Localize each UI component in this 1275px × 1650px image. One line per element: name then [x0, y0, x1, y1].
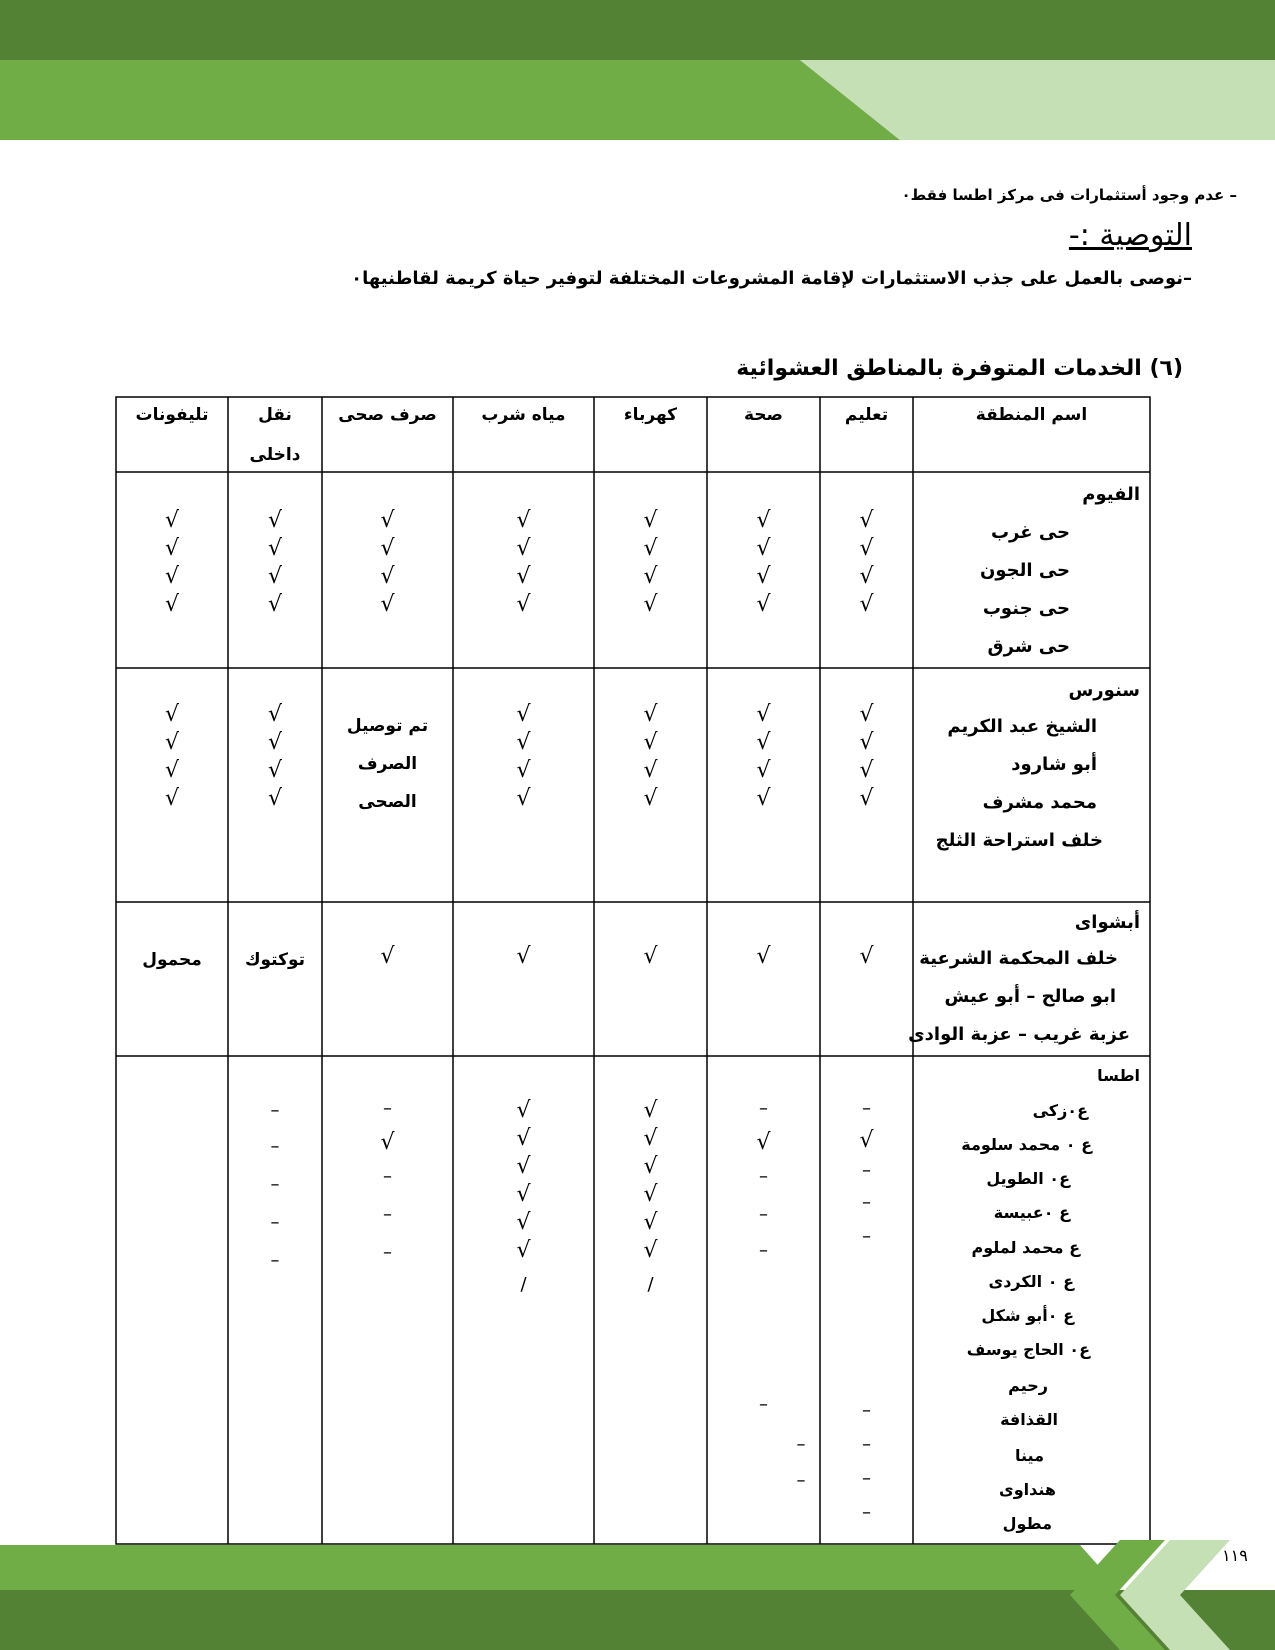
header-electricity: كهرباء — [623, 405, 678, 425]
education-check-mark: √ — [859, 1128, 874, 1153]
transport-tuktuk-text: توكتوك — [244, 950, 306, 970]
transport-dash-mark: – — [270, 1212, 280, 1233]
header-drinking-water: مياه شرب — [481, 405, 566, 425]
education-dash-mark: – — [862, 1468, 871, 1489]
electricity-check-mark: √ — [643, 536, 658, 561]
health-dash-mark: – — [759, 1204, 768, 1225]
electricity-check-mark: √ — [643, 1098, 658, 1123]
recommendation-text: –نوصى بالعمل على جذب الاستثمارات لإقامة المشروعات المختلفة لتوفير حياة كريمة لقاطنيها٠ — [351, 268, 1192, 289]
area-name: هنداوى — [999, 1480, 1056, 1499]
sewage-status-text: الصرف — [357, 754, 418, 774]
water-check-mark: √ — [516, 702, 531, 727]
transport-check-mark: √ — [267, 786, 283, 811]
phones-check-mark: √ — [164, 758, 180, 783]
electricity-check-mark: √ — [643, 1238, 658, 1263]
area-name: حى شرق — [987, 636, 1070, 657]
sewage-status-text: تم توصيل — [346, 716, 429, 736]
header-health: صحة — [744, 405, 783, 425]
phones-check-mark: √ — [164, 786, 180, 811]
water-check-mark: √ — [516, 536, 531, 561]
electricity-check-mark: √ — [643, 564, 658, 589]
education-check-mark: √ — [859, 758, 874, 783]
sewage-dash-mark: – — [383, 1242, 392, 1263]
electricity-check-mark: √ — [643, 944, 658, 969]
health-check-mark: √ — [756, 508, 771, 533]
area-name: حى الجون — [980, 560, 1070, 581]
health-check-mark: √ — [756, 702, 771, 727]
sewage-dash-mark: – — [383, 1166, 392, 1187]
education-dash-mark: – — [862, 1400, 871, 1421]
water-check-mark: √ — [516, 1126, 531, 1151]
phones-check-mark: √ — [164, 564, 180, 589]
electricity-check-mark: √ — [643, 1154, 658, 1179]
transport-check-mark: √ — [267, 730, 283, 755]
electricity-check-mark: √ — [643, 508, 658, 533]
health-check-mark: √ — [756, 944, 771, 969]
education-check-mark: √ — [859, 508, 874, 533]
area-name: القذافة — [1000, 1410, 1058, 1429]
education-check-mark: √ — [859, 592, 874, 617]
electricity-check-mark: √ — [643, 702, 658, 727]
header-transport-line2: داخلى — [249, 445, 301, 465]
area-name: ع٠ الحاج يوسف — [966, 1340, 1090, 1359]
transport-dash-mark: – — [270, 1100, 280, 1121]
education-check-mark: √ — [859, 536, 874, 561]
education-dash-mark: – — [862, 1160, 871, 1181]
area-name: عزبة غريب – عزبة الوادى — [908, 1024, 1130, 1045]
header-phones: تليفونات — [135, 405, 209, 425]
phones-check-mark: √ — [164, 702, 180, 727]
area-name: مينا — [1015, 1446, 1044, 1465]
health-dash-mark: – — [796, 1434, 806, 1455]
header-area-name: اسم المنطقة — [975, 405, 1088, 425]
sewage-check-mark: √ — [380, 536, 395, 561]
education-check-mark: √ — [859, 730, 874, 755]
phones-check-mark: √ — [164, 730, 180, 755]
electricity-check-mark: √ — [643, 592, 658, 617]
sewage-check-mark: √ — [380, 592, 395, 617]
section-title: (٦) الخدمات المتوفرة بالمناطق العشوائية — [736, 356, 1183, 381]
health-check-mark: √ — [756, 758, 771, 783]
water-check-mark: √ — [516, 944, 531, 969]
sewage-status-text: الصحى — [358, 792, 417, 812]
health-dash-mark: – — [759, 1240, 768, 1261]
area-name: ع٠ الطويل — [986, 1169, 1070, 1188]
sewage-check-mark: √ — [380, 564, 395, 589]
group-name-sinnuris: سنورس — [1068, 680, 1140, 701]
note-line: – عدم وجود أستثمارات فى مركز اطسا فقط٠ — [901, 186, 1237, 204]
education-check-mark: √ — [859, 564, 874, 589]
header-education: تعليم — [844, 405, 889, 425]
water-check-mark: √ — [516, 1182, 531, 1207]
health-dash-mark: – — [759, 1098, 768, 1119]
sewage-check-mark: √ — [380, 508, 395, 533]
health-dash-mark: – — [796, 1470, 806, 1491]
transport-check-mark: √ — [267, 702, 283, 727]
area-name: ع٠زكى — [1032, 1101, 1088, 1120]
area-name: أبو شارود — [1011, 754, 1097, 775]
sewage-check-mark: √ — [380, 944, 395, 969]
sewage-dash-mark: – — [383, 1204, 392, 1225]
transport-dash-mark: – — [270, 1174, 280, 1195]
phones-check-mark: √ — [164, 592, 180, 617]
education-check-mark: √ — [859, 944, 874, 969]
education-dash-mark: – — [862, 1434, 871, 1455]
education-check-mark: √ — [859, 786, 874, 811]
water-check-mark: √ — [516, 1238, 531, 1263]
recommendation-heading: التوصية :- — [1068, 218, 1192, 253]
water-check-mark: √ — [516, 1098, 531, 1123]
area-name: حى غرب — [990, 522, 1070, 543]
water-slash-mark: / — [520, 1274, 527, 1295]
education-dash-mark: – — [862, 1098, 871, 1119]
education-dash-mark: – — [862, 1502, 871, 1523]
water-check-mark: √ — [516, 1210, 531, 1235]
health-check-mark: √ — [756, 730, 771, 755]
water-check-mark: √ — [516, 564, 531, 589]
electricity-check-mark: √ — [643, 730, 658, 755]
electricity-check-mark: √ — [643, 1182, 658, 1207]
sewage-dash-mark: – — [383, 1098, 392, 1119]
water-check-mark: √ — [516, 508, 531, 533]
header-transport-line1: نقل — [258, 405, 292, 425]
transport-check-mark: √ — [267, 758, 283, 783]
bottom-footer-band — [0, 1540, 1275, 1650]
area-name: ع ٠عبيسة — [993, 1203, 1070, 1222]
transport-check-mark: √ — [267, 564, 283, 589]
group-name-ibshaway: أبشواى — [1074, 912, 1140, 933]
area-name: حى جنوب — [982, 598, 1070, 619]
health-dash-mark: – — [759, 1166, 768, 1187]
water-check-mark: √ — [516, 1154, 531, 1179]
area-name: ع ٠ محمد سلومة — [961, 1135, 1092, 1154]
area-name: الشيخ عبد الكريم — [947, 716, 1097, 737]
education-dash-mark: – — [862, 1226, 871, 1247]
phones-mobile-text: محمول — [142, 950, 202, 970]
education-check-mark: √ — [859, 702, 874, 727]
health-check-mark: √ — [756, 536, 771, 561]
phones-check-mark: √ — [164, 536, 180, 561]
phones-check-mark: √ — [164, 508, 180, 533]
health-dash-mark: – — [759, 1394, 768, 1415]
page-number: ١١٩ — [1222, 1546, 1248, 1565]
area-name: ع ٠أبو شكل — [981, 1306, 1074, 1325]
header-sewage: صرف صحى — [338, 405, 437, 425]
transport-dash-mark: – — [270, 1250, 280, 1271]
area-name: ع ٠ الكردى — [988, 1272, 1074, 1291]
health-check-mark: √ — [756, 564, 771, 589]
transport-check-mark: √ — [267, 592, 283, 617]
water-check-mark: √ — [516, 758, 531, 783]
water-check-mark: √ — [516, 730, 531, 755]
health-check-mark: √ — [756, 592, 771, 617]
electricity-check-mark: √ — [643, 786, 658, 811]
electricity-check-mark: √ — [643, 1210, 658, 1235]
group-name-atsa: اطسا — [1097, 1066, 1140, 1085]
area-name: مطول — [1002, 1514, 1052, 1533]
area-name: محمد مشرف — [982, 792, 1097, 813]
area-name: ابو صالح – أبو عيش — [944, 986, 1116, 1007]
group-name-fayoum: الفيوم — [1082, 484, 1140, 505]
area-name: خلف المحكمة الشرعية — [919, 948, 1118, 969]
electricity-slash-mark: / — [647, 1274, 654, 1295]
electricity-check-mark: √ — [643, 758, 658, 783]
area-name: ع محمد لملوم — [971, 1238, 1080, 1257]
area-name: رحيم — [1008, 1376, 1048, 1395]
water-check-mark: √ — [516, 786, 531, 811]
sewage-check-mark: √ — [380, 1130, 395, 1155]
electricity-check-mark: √ — [643, 1126, 658, 1151]
transport-check-mark: √ — [267, 536, 283, 561]
area-name: خلف استراحة الثلج — [935, 830, 1103, 851]
water-check-mark: √ — [516, 592, 531, 617]
transport-check-mark: √ — [267, 508, 283, 533]
health-check-mark: √ — [756, 786, 771, 811]
health-check-mark: √ — [756, 1130, 771, 1155]
education-dash-mark: – — [862, 1192, 871, 1213]
transport-dash-mark: – — [270, 1136, 280, 1157]
